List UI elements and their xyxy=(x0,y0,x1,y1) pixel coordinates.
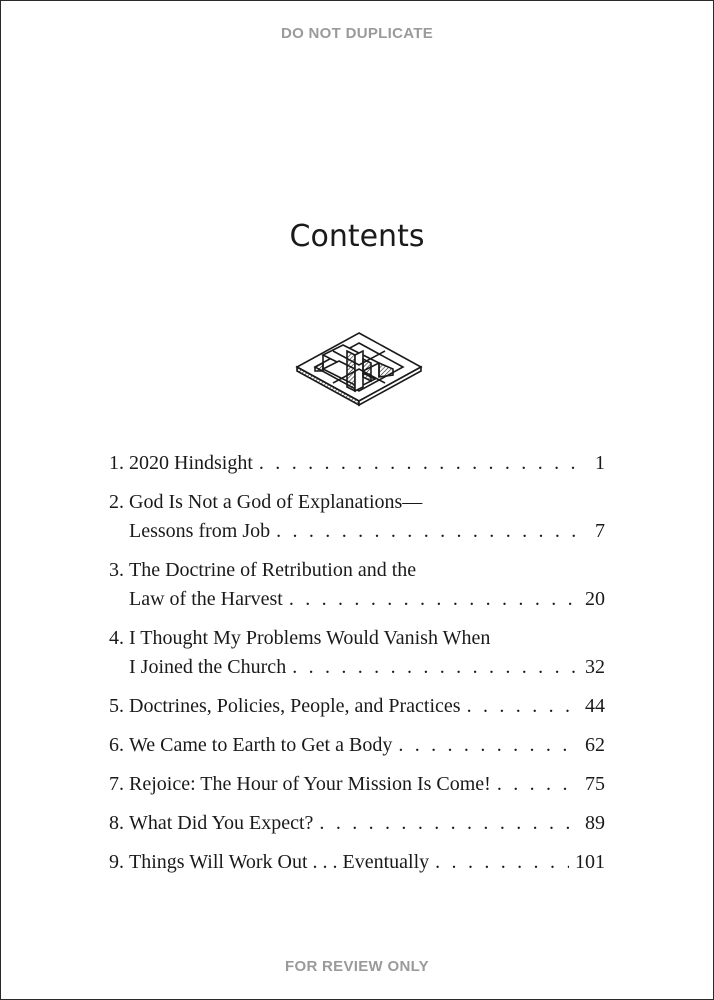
toc-entry-9[interactable] xyxy=(109,848,605,877)
entry-title: The Doctrine of Retribution and the xyxy=(129,559,417,581)
entry-title-continued: I Joined the Church xyxy=(129,656,287,678)
entry-page: 62 xyxy=(585,734,605,756)
table-of-contents xyxy=(109,449,605,887)
leader-dots xyxy=(435,848,569,877)
leader-dots xyxy=(497,770,579,799)
entry-page: 75 xyxy=(585,773,605,795)
entry-page: 20 xyxy=(585,588,605,610)
leader-dots xyxy=(289,585,579,614)
entry-title: What Did You Expect? xyxy=(129,812,314,834)
leader-dots xyxy=(292,653,579,682)
entry-title: Rejoice: The Hour of Your Mission Is Come! xyxy=(129,773,491,795)
entry-number: 9. xyxy=(109,851,124,873)
toc-entry-6[interactable] xyxy=(109,731,605,760)
page-title: Contents xyxy=(289,219,425,254)
interlocking-squares-ornament-icon xyxy=(293,331,425,407)
entry-number: 4. xyxy=(109,627,124,649)
leader-dots xyxy=(398,731,579,760)
leader-dots xyxy=(467,692,579,721)
entry-page: 101 xyxy=(575,851,605,873)
entry-title: I Thought My Problems Would Vanish When xyxy=(129,627,491,649)
entry-title-continued: Lessons from Job xyxy=(129,520,271,542)
entry-page: 32 xyxy=(585,656,605,678)
watermark-bottom: FOR REVIEW ONLY xyxy=(285,958,429,975)
entry-title: God Is Not a God of Explanations— xyxy=(129,491,423,513)
entry-title: Things Will Work Out . . . Eventually xyxy=(129,851,430,873)
watermark-top: DO NOT DUPLICATE xyxy=(280,25,434,42)
leader-dots xyxy=(319,809,579,838)
entry-title: We Came to Earth to Get a Body xyxy=(129,734,393,756)
toc-entry-4[interactable] xyxy=(109,624,605,682)
entry-number: 5. xyxy=(109,695,124,717)
toc-entry-5[interactable] xyxy=(109,692,605,721)
entry-title: Doctrines, Policies, People, and Practices xyxy=(129,695,461,717)
toc-entry-3[interactable] xyxy=(109,556,605,614)
entry-number: 7. xyxy=(109,773,124,795)
toc-entry-1[interactable] xyxy=(109,449,605,478)
entry-number: 3. xyxy=(109,559,124,581)
toc-entry-2[interactable] xyxy=(109,488,605,546)
entry-page: 1 xyxy=(595,452,605,474)
entry-number: 6. xyxy=(109,734,124,756)
toc-entry-7[interactable] xyxy=(109,770,605,799)
entry-page: 89 xyxy=(585,812,605,834)
entry-page: 7 xyxy=(595,520,605,542)
entry-number: 2. xyxy=(109,491,124,513)
entry-number: 1. xyxy=(109,452,124,474)
entry-title-continued: Law of the Harvest xyxy=(129,588,283,610)
entry-page: 44 xyxy=(585,695,605,717)
toc-entry-8[interactable] xyxy=(109,809,605,838)
leader-dots xyxy=(259,449,581,478)
entry-number: 8. xyxy=(109,812,124,834)
leader-dots xyxy=(276,517,581,546)
entry-title: 2020 Hindsight xyxy=(129,452,253,474)
